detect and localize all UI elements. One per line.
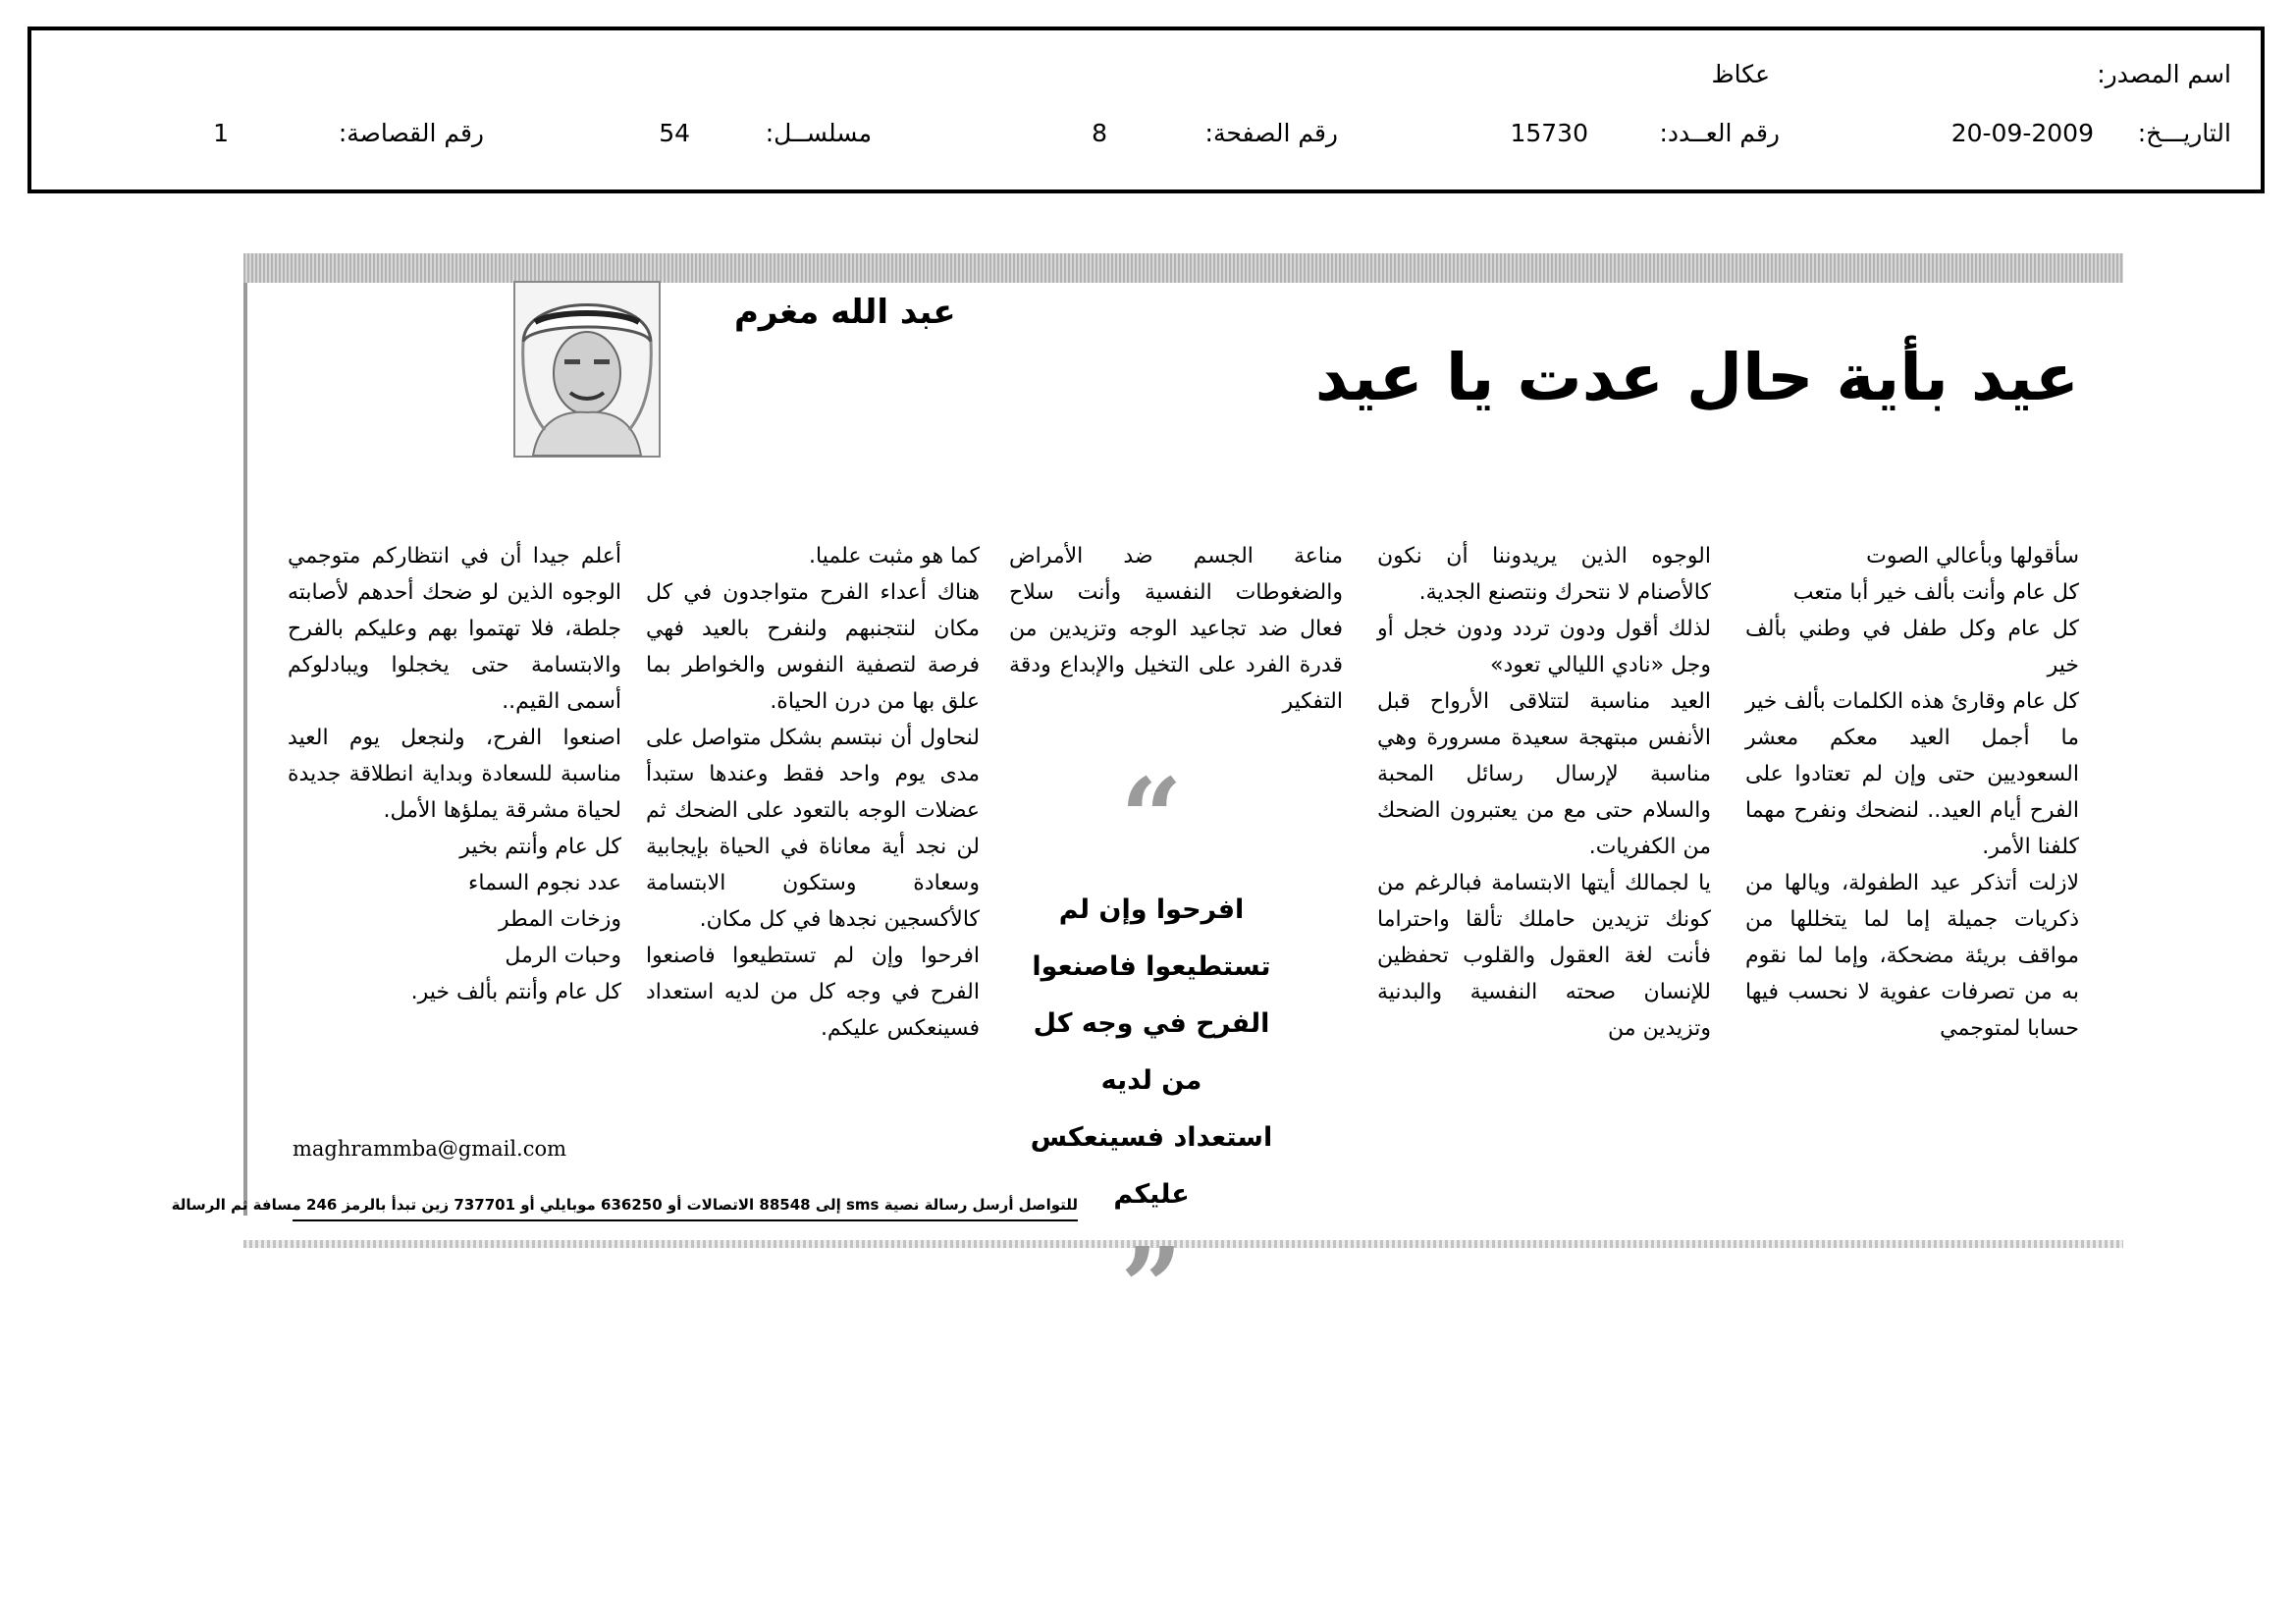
page-value: 8 [1092,119,1107,147]
article-headline: عيد بأية حال عدت يا عيد [1314,340,2079,415]
paragraph: يا لجمالك أيتها الابتسامة فبالرغم من كونك تزيدين حاملك تألقا واحتراما فأنت لغة العقول والقلوب تحفظين للإنسان صحته النفسية والبدنية وتزيدين من [1377,871,1711,1041]
pull-quote-line: استعداد فسينعكس عليكم [1030,1122,1273,1210]
paragraph: وزخات المطر [499,907,621,932]
clipping-top-band [243,253,2123,283]
paragraph: أعلم جيدا أن في انتظاركم متوجمي الوجوه الذين لو ضحك أحدهم لأصابته جلطة، فلا تهتموا بهم وعليكم بالفرح والابتسامة حتى يخجلوا ويبادلوكم أسمى القيم.. [288,544,621,714]
issue-value: 15730 [1510,119,1588,147]
paragraph: لذلك أقول ودون تردد ودون خجل أو وجل «نادي الليالي تعود» [1377,617,1711,677]
paragraph: هناك أعداء الفرح متواجدون في كل مكان لنتجنبهم ولنفرح بالعيد فهي فرصة لتصفية النفوس والخواطر بما علق بها من درن الحياة. [646,580,980,714]
paragraph: كل عام وكل طفل في وطني بألف خير [1745,617,2079,677]
paragraph: لازلت أتذكر عيد الطفولة، ويالها من ذكريات جميلة إما لما يتخللها من مواقف بريئة مضحكة، وإما لما نقوم به من تصرفات عفوية لا نحسب فيها حسابا لمتوجمي [1745,871,2079,1041]
date-label: التاريـــخ: [2137,119,2231,147]
serial-label: مسلســل: [765,119,872,147]
author-email: maghrammba@gmail.com [293,1137,567,1161]
paragraph: كل عام وأنتم بألف خير. [410,980,621,1004]
source-label: اسم المصدر: [2097,60,2231,88]
article-column-1 [1745,538,2079,1047]
article-column-2 [1377,538,1711,1047]
quote-close-icon: ” [1120,1223,1183,1350]
paragraph: العيد مناسبة لتتلاقى الأرواح قبل الأنفس مبتهجة سعيدة مسرورة وهي مناسبة لإرسال رسائل المحبة والسلام حتى مع من يعتبرون الضحك من الكفريات. [1377,689,1711,859]
paragraph: سأقولها وبأعالي الصوت [1866,544,2079,568]
issue-label: رقم العــدد: [1659,119,1780,147]
quote-open-icon: “ [1120,754,1183,881]
paragraph: كل عام وأنتم بخير [459,835,621,859]
paragraph: عدد نجوم السماء [468,871,621,895]
clip-label: رقم القصاصة: [338,119,484,147]
author-name: عبد الله مغرم [734,293,956,332]
paragraph: اصنعوا الفرح، ولنجعل يوم العيد مناسبة للسعادة وبداية انطلاقة جديدة لحياة مشرقة يملؤها الأمل. [288,726,621,823]
paragraph: وحبات الرمل [505,944,621,968]
paragraph: كل عام وقارئ هذه الكلمات بألف خير [1745,689,2079,714]
paragraph: كما هو مثبت علميا. [809,544,980,568]
paragraph: افرحوا وإن لم تستطيعوا فاصنعوا الفرح في وجه كل من لديه استعداد فسينعكس عليكم. [646,944,980,1041]
author-portrait-icon [515,283,659,456]
article-column-3 [1009,538,1343,720]
paragraph: لنحاول أن نبتسم بشكل متواصل على مدى يوم واحد فقط وعندها ستبدأ عضلات الوجه بالتعود على الضحك ثم لن نجد أية معاناة في الحياة بإيجابية وسعادة وستكون الابتسامة كالأكسجين نجدها في كل مكان. [646,726,980,932]
pull-quote-line: الفرح في وجه كل من لديه [1033,1008,1270,1096]
source-value: عكاظ [1711,60,1770,88]
page-label: رقم الصفحة: [1204,119,1338,147]
document-header-box [27,27,2265,193]
serial-value: 54 [659,119,690,147]
article-column-4 [646,538,980,1047]
pull-quote-box [1014,754,1289,1350]
contact-note: للتواصل أرسل رسالة نصية sms إلى 88548 الاتصالات أو 636250 موبايلي أو 737701 زين تبدأ بالرمز 246 مسافة ثم الرسالة [293,1196,1078,1221]
paragraph: ما أجمل العيد معكم معشر السعوديين حتى وإن لم تعتادوا على الفرح أيام العيد.. لنضحك ونفرح مهما كلفنا الأمر. [1745,726,2079,859]
clipping-left-rule [243,283,247,1216]
date-value: 20-09-2009 [1950,119,2094,147]
article-column-5 [288,538,621,1010]
clip-value: 1 [213,119,229,147]
paragraph: كل عام وأنت بألف خير أبا متعب [1792,580,2079,605]
newspaper-clipping [171,253,2123,1350]
pull-quote-line: افرحوا وإن لم تستطيعوا فاصنعوا [1032,894,1271,982]
paragraph: الوجوه الذين يريدوننا أن نكون كالأصنام لا نتحرك ونتصنع الجدية. [1377,544,1711,605]
author-photo [513,281,661,458]
pull-quote-text [1014,882,1289,1223]
paragraph: مناعة الجسم ضد الأمراض والضغوطات النفسية وأنت سلاح فعال ضد تجاعيد الوجه وتزيدين من قدرة الفرد على التخيل والإبداع ودقة التفكير [1009,544,1343,714]
